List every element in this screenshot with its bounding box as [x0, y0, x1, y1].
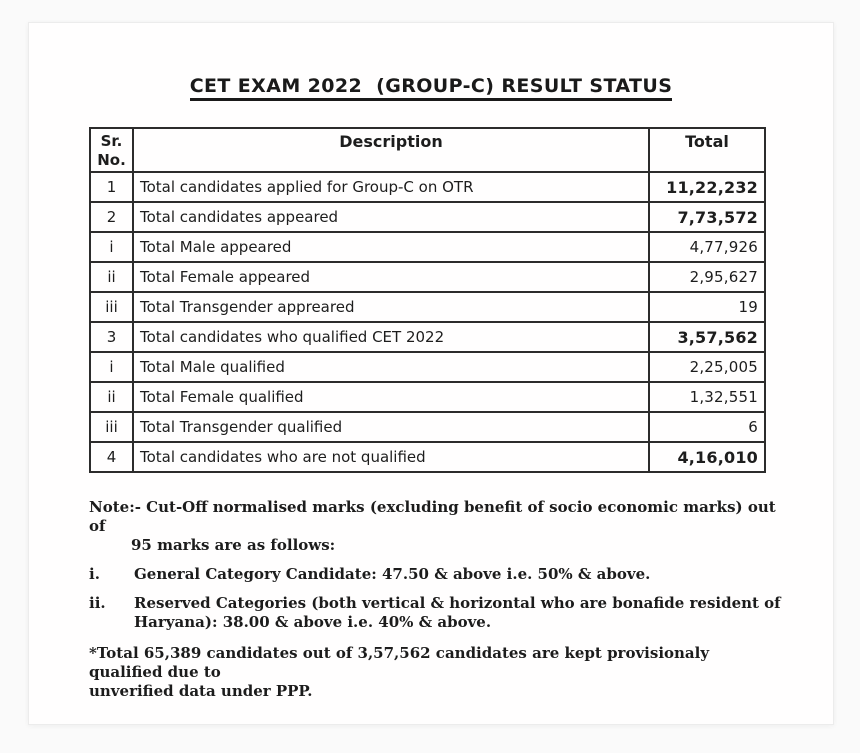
footnote-line1: *Total 65,389 candidates out of 3,57,562 candidates are kept provisionaly qualified due to: [89, 644, 710, 681]
notes-section: [89, 498, 783, 701]
description-cell: Total Female qualified: [133, 382, 649, 412]
sr-cell: 3: [90, 322, 133, 352]
note-item-line2: Haryana): 38.00 & above i.e. 40% & above.: [134, 613, 492, 631]
table-row: [90, 172, 765, 202]
description-cell: Total Female appeared: [133, 262, 649, 292]
description-cell: Total candidates who are not qualified: [133, 442, 649, 472]
description-cell: Total Male qualified: [133, 352, 649, 382]
description-cell: Total candidates who qualified CET 2022: [133, 322, 649, 352]
sr-cell: 4: [90, 442, 133, 472]
total-cell: 11,22,232: [649, 172, 765, 202]
table-header-row: [90, 128, 765, 172]
total-cell: 4,16,010: [649, 442, 765, 472]
header-description: Description: [133, 128, 649, 172]
header-sr-line2: No.: [97, 151, 126, 169]
sr-cell: iii: [90, 412, 133, 442]
table-row: [90, 202, 765, 232]
total-cell: 1,32,551: [649, 382, 765, 412]
sr-cell: 1: [90, 172, 133, 202]
header-sr-no: [90, 128, 133, 172]
description-cell: Total Transgender appreared: [133, 292, 649, 322]
table-row: [90, 352, 765, 382]
sr-cell: ii: [90, 262, 133, 292]
note-item-marker: ii.: [89, 594, 106, 612]
total-cell: 7,73,572: [649, 202, 765, 232]
sr-cell: iii: [90, 292, 133, 322]
total-cell: 3,57,562: [649, 322, 765, 352]
table-row: [90, 292, 765, 322]
sr-cell: i: [90, 232, 133, 262]
page-title: CET EXAM 2022 (GROUP-C) RESULT STATUS: [190, 75, 673, 101]
note-item-general: [89, 565, 783, 584]
total-cell: 2,95,627: [649, 262, 765, 292]
description-cell: Total candidates appeared: [133, 202, 649, 232]
note-cutoff-line1: Note:- Cut-Off normalised marks (excluding benefit of socio economic marks) out of: [89, 498, 776, 535]
description-cell: Total Transgender qualified: [133, 412, 649, 442]
note-cutoff-line2: 95 marks are as follows:: [131, 536, 336, 554]
table-row: [90, 442, 765, 472]
note-item-reserved: [89, 594, 783, 632]
note-item-marker: i.: [89, 565, 100, 583]
total-cell: 4,77,926: [649, 232, 765, 262]
footnote-provisional: [89, 644, 783, 701]
sr-cell: ii: [90, 382, 133, 412]
table-row: [90, 412, 765, 442]
total-cell: 19: [649, 292, 765, 322]
title-wrap: [29, 75, 833, 101]
header-total: Total: [649, 128, 765, 172]
table-row: [90, 262, 765, 292]
note-cutoff: [89, 498, 783, 555]
note-item-text: General Category Candidate: 47.50 & above i.e. 50% & above.: [134, 565, 651, 583]
sr-cell: i: [90, 352, 133, 382]
description-cell: Total candidates applied for Group-C on OTR: [133, 172, 649, 202]
table-row: [90, 232, 765, 262]
footnote-line2: unverified data under PPP.: [89, 682, 313, 700]
header-sr-line1: Sr.: [100, 132, 123, 150]
total-cell: 6: [649, 412, 765, 442]
result-table: [89, 127, 766, 473]
note-item-text: [134, 594, 781, 632]
total-cell: 2,25,005: [649, 352, 765, 382]
description-cell: Total Male appeared: [133, 232, 649, 262]
result-notice-card: [28, 22, 834, 725]
sr-cell: 2: [90, 202, 133, 232]
table-row: [90, 382, 765, 412]
table-row: [90, 322, 765, 352]
note-item-line1: Reserved Categories (both vertical & horizontal who are bonafide resident of: [134, 594, 781, 612]
